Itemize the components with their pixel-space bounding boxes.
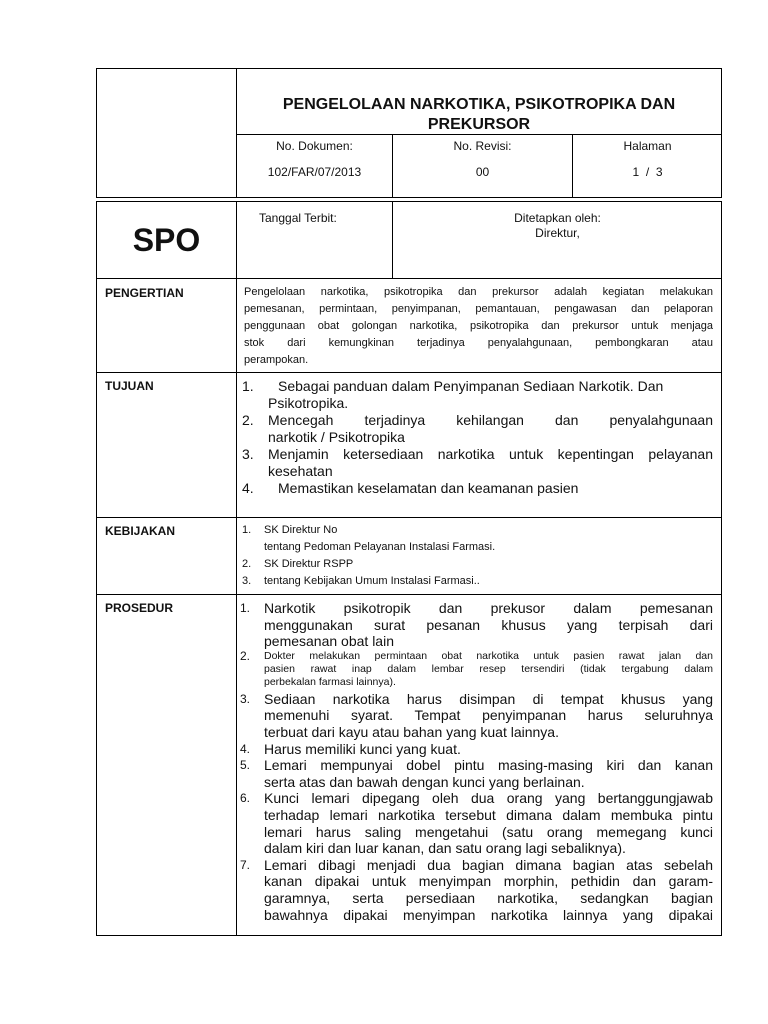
prosedur-line: kanan dipakai untuk menyimpan morphin, pethidin dan garam- <box>264 873 713 890</box>
tujuan-line: Menjamin ketersediaan narkotika untuk kepentingan pelayanan <box>268 446 713 462</box>
tujuan-line: Memastikan keselamatan dan keamanan pasien <box>278 480 579 496</box>
prosedur-number: 5. <box>240 758 251 773</box>
tujuan-line: Sebagai panduan dalam Penyimpanan Sediaan Narkotik. Dan <box>278 378 664 394</box>
prosedur-item <box>240 857 713 923</box>
no-dokumen-value: 102/FAR/07/2013 <box>267 165 362 179</box>
kebijakan-label: KEBIJAKAN <box>105 524 176 538</box>
kebijakan-item <box>242 539 713 556</box>
kebijakan-text: tentang Pedoman Pelayanan Instalasi Farmasi. <box>264 541 496 553</box>
pengertian-label: PENGERTIAN <box>105 286 184 300</box>
prosedur-number: 3. <box>240 691 251 706</box>
prosedur-line: menggunakan surat pesanan khusus yang terpisah dari <box>264 616 713 633</box>
prosedur-item <box>240 600 713 650</box>
no-revisi-label: No. Revisi: <box>453 139 512 153</box>
tujuan-number: 2. <box>242 412 254 428</box>
pengertian-line: penggunaan obat golongan narkotika, psikotropika dan prekursor untuk menjaga <box>244 320 713 332</box>
kebijakan-number: 1. <box>242 524 252 536</box>
kebijakan-item <box>242 573 713 590</box>
prosedur-line: Dokter melakukan permintaan obat narkotika untuk pasien rawat jalan dan <box>264 649 713 662</box>
tujuan-line: kesehatan <box>268 463 333 479</box>
tujuan-item <box>242 378 713 412</box>
document-title-line2: PREKURSOR <box>427 116 531 133</box>
kebijakan-list <box>242 522 713 590</box>
kebijakan-number: 2. <box>242 558 252 570</box>
prosedur-line: Lemari dibagi menjadi dua bagian dimana bagian atas sebelah <box>264 856 713 873</box>
pengertian-line: perampokan. <box>244 354 309 366</box>
tujuan-list <box>242 378 713 497</box>
tanggal-terbit-label: Tanggal Terbit: <box>259 211 337 225</box>
prosedur-line: perbekalan farmasi lainnya). <box>264 675 396 688</box>
no-revisi-value: 00 <box>475 165 490 179</box>
prosedur-line: Sediaan narkotika harus disimpan di tempat khusus yang <box>264 690 713 707</box>
prosedur-line: dalam kiri dan luar kanan, dan satu orang lagi sebaliknya). <box>264 840 626 857</box>
ditetapkan-value: Direktur, <box>535 226 580 240</box>
kebijakan-text: SK Direktur No <box>264 524 338 536</box>
prosedur-item <box>240 741 713 758</box>
pengertian-line: stok dari kemungkinan terjadinya penyalahgunaan, pembongkaran atau <box>244 337 713 349</box>
prosedur-number: 6. <box>240 791 251 806</box>
prosedur-item <box>240 691 713 741</box>
kebijakan-text: SK Direktur RSPP <box>264 558 354 570</box>
tujuan-label: TUJUAN <box>105 379 154 393</box>
prosedur-line: Kunci lemari dipegang oleh dua orang yang bertanggungjawab <box>264 790 713 807</box>
tujuan-number: 3. <box>242 446 254 462</box>
no-dokumen-label: No. Dokumen: <box>276 139 353 153</box>
prosedur-number: 7. <box>240 857 251 872</box>
tujuan-line: narkotik / Psikotropika <box>268 429 405 445</box>
tujuan-number: 1. <box>242 378 254 394</box>
prosedur-line: pemesanan obat lain <box>264 633 394 650</box>
prosedur-item <box>240 650 713 689</box>
prosedur-label: PROSEDUR <box>105 601 174 615</box>
tujuan-number: 4. <box>242 480 254 496</box>
prosedur-line: Narkotik psikotropik dan prekusor dalam pemesanan <box>264 600 713 616</box>
tujuan-item <box>242 480 713 497</box>
tujuan-item <box>242 412 713 446</box>
halaman-label: Halaman <box>623 139 672 153</box>
prosedur-line: bawahnya dipakai menyimpan narkotika lainnya yang dipakai <box>264 906 713 923</box>
kebijakan-item <box>242 522 713 539</box>
prosedur-line: lemari harus saling mengetahui (satu orang memegang kunci <box>264 823 713 840</box>
prosedur-number: 1. <box>240 601 251 615</box>
prosedur-line: terbuat dari kayu atau bahan yang kuat lainnya. <box>264 723 559 740</box>
prosedur-line: memenuhi syarat. Tempat penyimpanan harus seluruhnya <box>264 707 713 724</box>
prosedur-number: 4. <box>240 741 251 756</box>
prosedur-line: pasien rawat inap dalam lembar resep tersendiri (tidak tergabung dalam <box>264 662 713 675</box>
prosedur-line: Harus memiliki kunci yang kuat. <box>264 740 461 757</box>
prosedur-list <box>240 600 713 923</box>
tujuan-line: Mencegah terjadinya kehilangan dan penyalahgunaan <box>268 412 713 428</box>
prosedur-item <box>240 757 713 790</box>
prosedur-line: serta atas dan bawah dengan kunci yang berlainan. <box>264 773 585 790</box>
pengertian-text <box>244 284 713 369</box>
ditetapkan-label: Ditetapkan oleh: <box>514 211 601 225</box>
tujuan-item <box>242 446 713 480</box>
spo-label: SPO <box>132 222 201 258</box>
pengertian-line: pemesanan, permintaan, penyimpanan, pemantauan, pengawasan dan pelaporan <box>244 303 713 315</box>
document-title-line1: PENGELOLAAN NARKOTIKA, PSIKOTROPIKA DAN <box>282 96 676 113</box>
prosedur-line: terhadap lemari narkotika tersebut dimana dalam membuka pintu <box>264 806 713 823</box>
prosedur-line: Lemari mempunyai dobel pintu masing-masing kiri dan kanan <box>264 757 713 774</box>
kebijakan-item <box>242 556 713 573</box>
prosedur-number: 2. <box>240 648 251 663</box>
halaman-value: 1 / 3 <box>632 165 663 179</box>
kebijakan-text: tentang Kebijakan Umum Instalasi Farmasi.. <box>264 575 480 587</box>
prosedur-line: garamnya, serta persediaan narkotika, sedangkan bagian <box>264 889 713 906</box>
pengertian-line: Pengelolaan narkotika, psikotropika dan prekursor adalah kegiatan melakukan <box>244 286 713 298</box>
kebijakan-number: 3. <box>242 575 252 587</box>
tujuan-line: Psikotropika. <box>268 395 349 411</box>
prosedur-item <box>240 790 713 856</box>
